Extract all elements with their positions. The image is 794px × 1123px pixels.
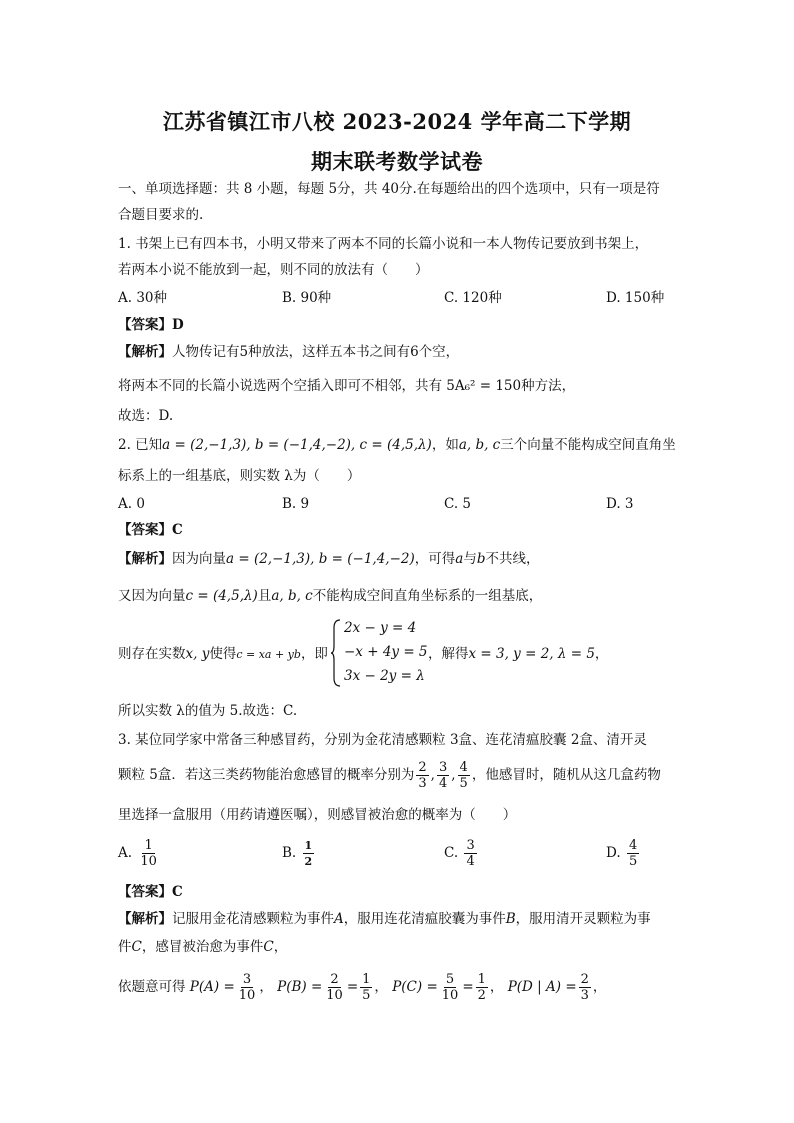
- fraction: [579, 972, 591, 1003]
- option-letter: B.: [282, 845, 297, 861]
- fraction: [360, 972, 372, 1003]
- q2-analysis: [118, 550, 539, 568]
- q2-answer: 【答案】C: [118, 522, 183, 538]
- q3-stem-text: ，他感冒时，随机从这几盒药物: [471, 767, 661, 783]
- option-letter: D.: [606, 845, 621, 861]
- equals: =: [462, 979, 474, 995]
- numerator: 3: [242, 972, 252, 987]
- equation-3: 3x − 2y = λ: [344, 668, 425, 684]
- q2-vector-names: a, b, c: [271, 588, 313, 604]
- q2-analysis-text: ，: [594, 646, 609, 662]
- numerator: 2: [330, 972, 339, 987]
- q3-option-d: [606, 838, 641, 869]
- numerator: 2: [418, 760, 427, 775]
- q2-analysis-left: [118, 645, 328, 664]
- q3-stem-cont: 颗粒 5盒．若这三类药物能治愈感冒的概率分别为 $\frac{2}{3}$ , $\frac{3}{4}$ , $\frac{4}{5}$ ，他感冒时，随机从这几盒药物: [118, 760, 661, 791]
- q2-option-a: A. 0: [118, 496, 145, 512]
- equation-2: −x + 4y = 5: [344, 644, 428, 660]
- q2-analysis-text: 使得: [209, 646, 237, 662]
- q2-analysis-text: 因为向量: [172, 551, 226, 567]
- fraction: [627, 838, 639, 869]
- q2-stem: [118, 436, 676, 454]
- denominator: 3: [580, 988, 589, 1003]
- q2-conclusion: 所以实数 λ的值为 5.故选：C.: [118, 703, 298, 719]
- fraction: [324, 972, 345, 1003]
- q2-analysis-text: 不能构成空间直角坐标系的一组基底，: [312, 588, 543, 604]
- section-heading: 一、单项选择题：共 8 小题，每题 5分，共 40分.在每题给出的四个选项中，只有一项是符: [118, 181, 660, 197]
- q2-analysis-text: 且: [257, 588, 272, 604]
- q2-vector-c: c = (4,5,λ): [185, 588, 258, 604]
- q2-option-d: D. 3: [606, 496, 634, 512]
- fraction: [458, 760, 470, 791]
- q1-option-c: C. 120种: [444, 290, 502, 306]
- q2-option-b: B. 9: [282, 496, 310, 512]
- prob-b-label: P(B) =: [277, 979, 323, 995]
- q2-stem-text: ，如: [431, 437, 459, 453]
- fraction: [440, 972, 461, 1003]
- fraction: [464, 838, 476, 869]
- q3-option-c: [444, 838, 479, 869]
- analysis-label: 【解析】: [118, 551, 172, 567]
- q2-analysis-text: 又因为向量: [118, 588, 186, 604]
- q2-xy: x, y: [185, 646, 210, 662]
- q2-analysis-text: 与: [463, 551, 477, 567]
- q3-stem-text: 颗粒 5盒．若这三类药物能治愈感冒的概率分别为: [118, 767, 415, 783]
- analysis-label: 【解析】: [118, 344, 172, 360]
- q2-vector-names: a, b, c: [458, 437, 501, 453]
- numerator: 2: [580, 972, 589, 987]
- q2-stem-text: 三个向量不能构成空间直角坐: [500, 437, 676, 453]
- q1-analysis-cont: 将两本不同的长篇小说选两个空插入即可不相邻，共有 5A₆² = 150种方法，: [118, 378, 576, 394]
- denominator: 10: [326, 988, 343, 1003]
- q2-option-c: C. 5: [444, 496, 472, 512]
- option-letter: C.: [444, 845, 459, 861]
- q3-analysis-cont: [118, 938, 287, 956]
- q2-analysis-text: ，即: [300, 646, 328, 662]
- q2-linear-combo: c = xa + yb: [236, 648, 301, 661]
- q2-solution: [428, 645, 608, 663]
- q1-option-d: D. 150种: [606, 290, 665, 306]
- q3-analysis-text: ，感冒被治愈为事件: [141, 939, 264, 955]
- q2-stem-text: 2. 已知: [118, 437, 163, 453]
- event-cured: C: [263, 939, 274, 955]
- fraction: [237, 972, 258, 1003]
- denominator: 2: [477, 988, 486, 1003]
- q2-analysis-text: ，解得: [428, 646, 469, 662]
- q2-analysis-text: 不共线，: [485, 551, 540, 567]
- fraction: [476, 972, 488, 1003]
- q3-analysis: [118, 910, 651, 928]
- numerator: 3: [438, 760, 448, 775]
- q3-probabilities: [118, 972, 606, 1003]
- q2-analysis-text: ，可得: [414, 551, 456, 567]
- denominator: 3: [418, 776, 427, 791]
- denominator: 5: [628, 854, 638, 869]
- equation-system: [330, 618, 440, 688]
- q3-analysis-text: 件: [118, 939, 132, 955]
- numerator: 5: [445, 972, 455, 987]
- option-letter: A.: [118, 845, 133, 861]
- denominator: 4: [438, 776, 448, 791]
- event-b: B: [505, 911, 516, 927]
- page-subtitle: 期末联考数学试卷: [311, 149, 483, 174]
- q3-analysis-text: ，服用连花清瘟胶囊为事件: [343, 911, 506, 927]
- denominator: 10: [238, 988, 256, 1003]
- q1-answer: 【答案】D: [118, 317, 184, 333]
- separator: ，: [592, 979, 607, 995]
- denominator: 2: [304, 855, 313, 868]
- q1-option-b: B. 90种: [282, 290, 332, 306]
- q2-solution-values: x = 3, y = 2, λ = 5: [468, 646, 595, 662]
- q1-stem: 1. 书架上已有四本书，小明又带来了两本不同的长篇小说和一本人物传记要放到书架上，: [118, 236, 649, 252]
- q1-stem-cont: 若两本小说不能放到一起，则不同的放法有（ ）: [118, 262, 429, 278]
- separator: ，: [374, 979, 388, 995]
- event-a: A: [334, 911, 344, 927]
- q1-option-a: A. 30种: [118, 290, 168, 306]
- q3-analysis-text: ，: [273, 939, 288, 955]
- equals: =: [346, 979, 359, 995]
- fraction: [138, 838, 159, 869]
- q3-option-a: [118, 838, 161, 869]
- fraction: [416, 760, 428, 791]
- page-title: 江苏省镇江市八校 2023-2024 学年高二下学期: [162, 109, 632, 134]
- numerator: 1: [144, 838, 153, 853]
- q2-vector-a: a: [455, 551, 464, 567]
- q2-vector-b: b: [476, 551, 486, 567]
- q3-answer: 【答案】C: [118, 884, 183, 900]
- analysis-label: 【解析】: [118, 911, 172, 927]
- event-c: C: [131, 939, 142, 955]
- q3-stem-cont2: 里选择一盒服用（用药请遵医嘱），则感冒被治愈的概率为（ ）: [118, 807, 517, 823]
- section-heading-cont: 合题目要求的.: [118, 207, 204, 223]
- denominator: 5: [362, 988, 371, 1003]
- equation-1: 2x − y = 4: [344, 620, 417, 636]
- denominator: 4: [466, 854, 475, 869]
- prob-a-label: P(A) =: [189, 979, 235, 995]
- numerator: 1: [362, 972, 371, 987]
- q3-analysis-text: ，服用清开灵颗粒为事: [515, 911, 651, 927]
- q3-stem: 3. 某位同学家中常备三种感冒药，分别为金花清感颗粒 3盒、连花清瘟胶囊 2盒、清开灵: [118, 732, 647, 748]
- q2-analysis-math: a = (2,−1,3), b = (−1,4,−2): [226, 551, 415, 567]
- q1-analysis-text: 人物传记有5种放法，这样五本书之间有6个空，: [172, 344, 460, 360]
- q3-option-b: [282, 838, 316, 869]
- numerator: 1: [304, 839, 313, 852]
- fraction: [437, 760, 449, 791]
- prob-d-given-a-label: P(D | A) =: [507, 979, 577, 995]
- numerator: 4: [628, 838, 638, 853]
- q2-analysis-text: 则存在实数: [118, 646, 186, 662]
- fraction: [303, 838, 315, 869]
- numerator: 3: [466, 838, 475, 853]
- left-brace-icon: [330, 618, 342, 688]
- q3-analysis-text: 记服用金花清感颗粒为事件: [172, 911, 334, 927]
- q2-stem-cont: 标系上的一组基底，则实数 λ为（ ）: [118, 468, 361, 484]
- numerator: 1: [477, 972, 486, 987]
- denominator: 10: [441, 988, 459, 1003]
- q2-vectors-math: a = (2,−1,3), b = (−1,4,−2), c = (4,5,λ): [162, 437, 432, 453]
- separator: ，: [489, 979, 504, 995]
- denominator: 10: [140, 854, 157, 869]
- q1-conclusion: 故选：D.: [118, 408, 174, 424]
- numerator: 4: [459, 760, 468, 775]
- q1-analysis: [118, 343, 459, 361]
- separator: ，: [259, 979, 273, 995]
- q3-analysis-text: 依题意可得: [118, 979, 186, 995]
- q2-analysis-cont: [118, 587, 542, 605]
- denominator: 5: [459, 776, 468, 791]
- prob-c-label: P(C) =: [392, 979, 438, 995]
